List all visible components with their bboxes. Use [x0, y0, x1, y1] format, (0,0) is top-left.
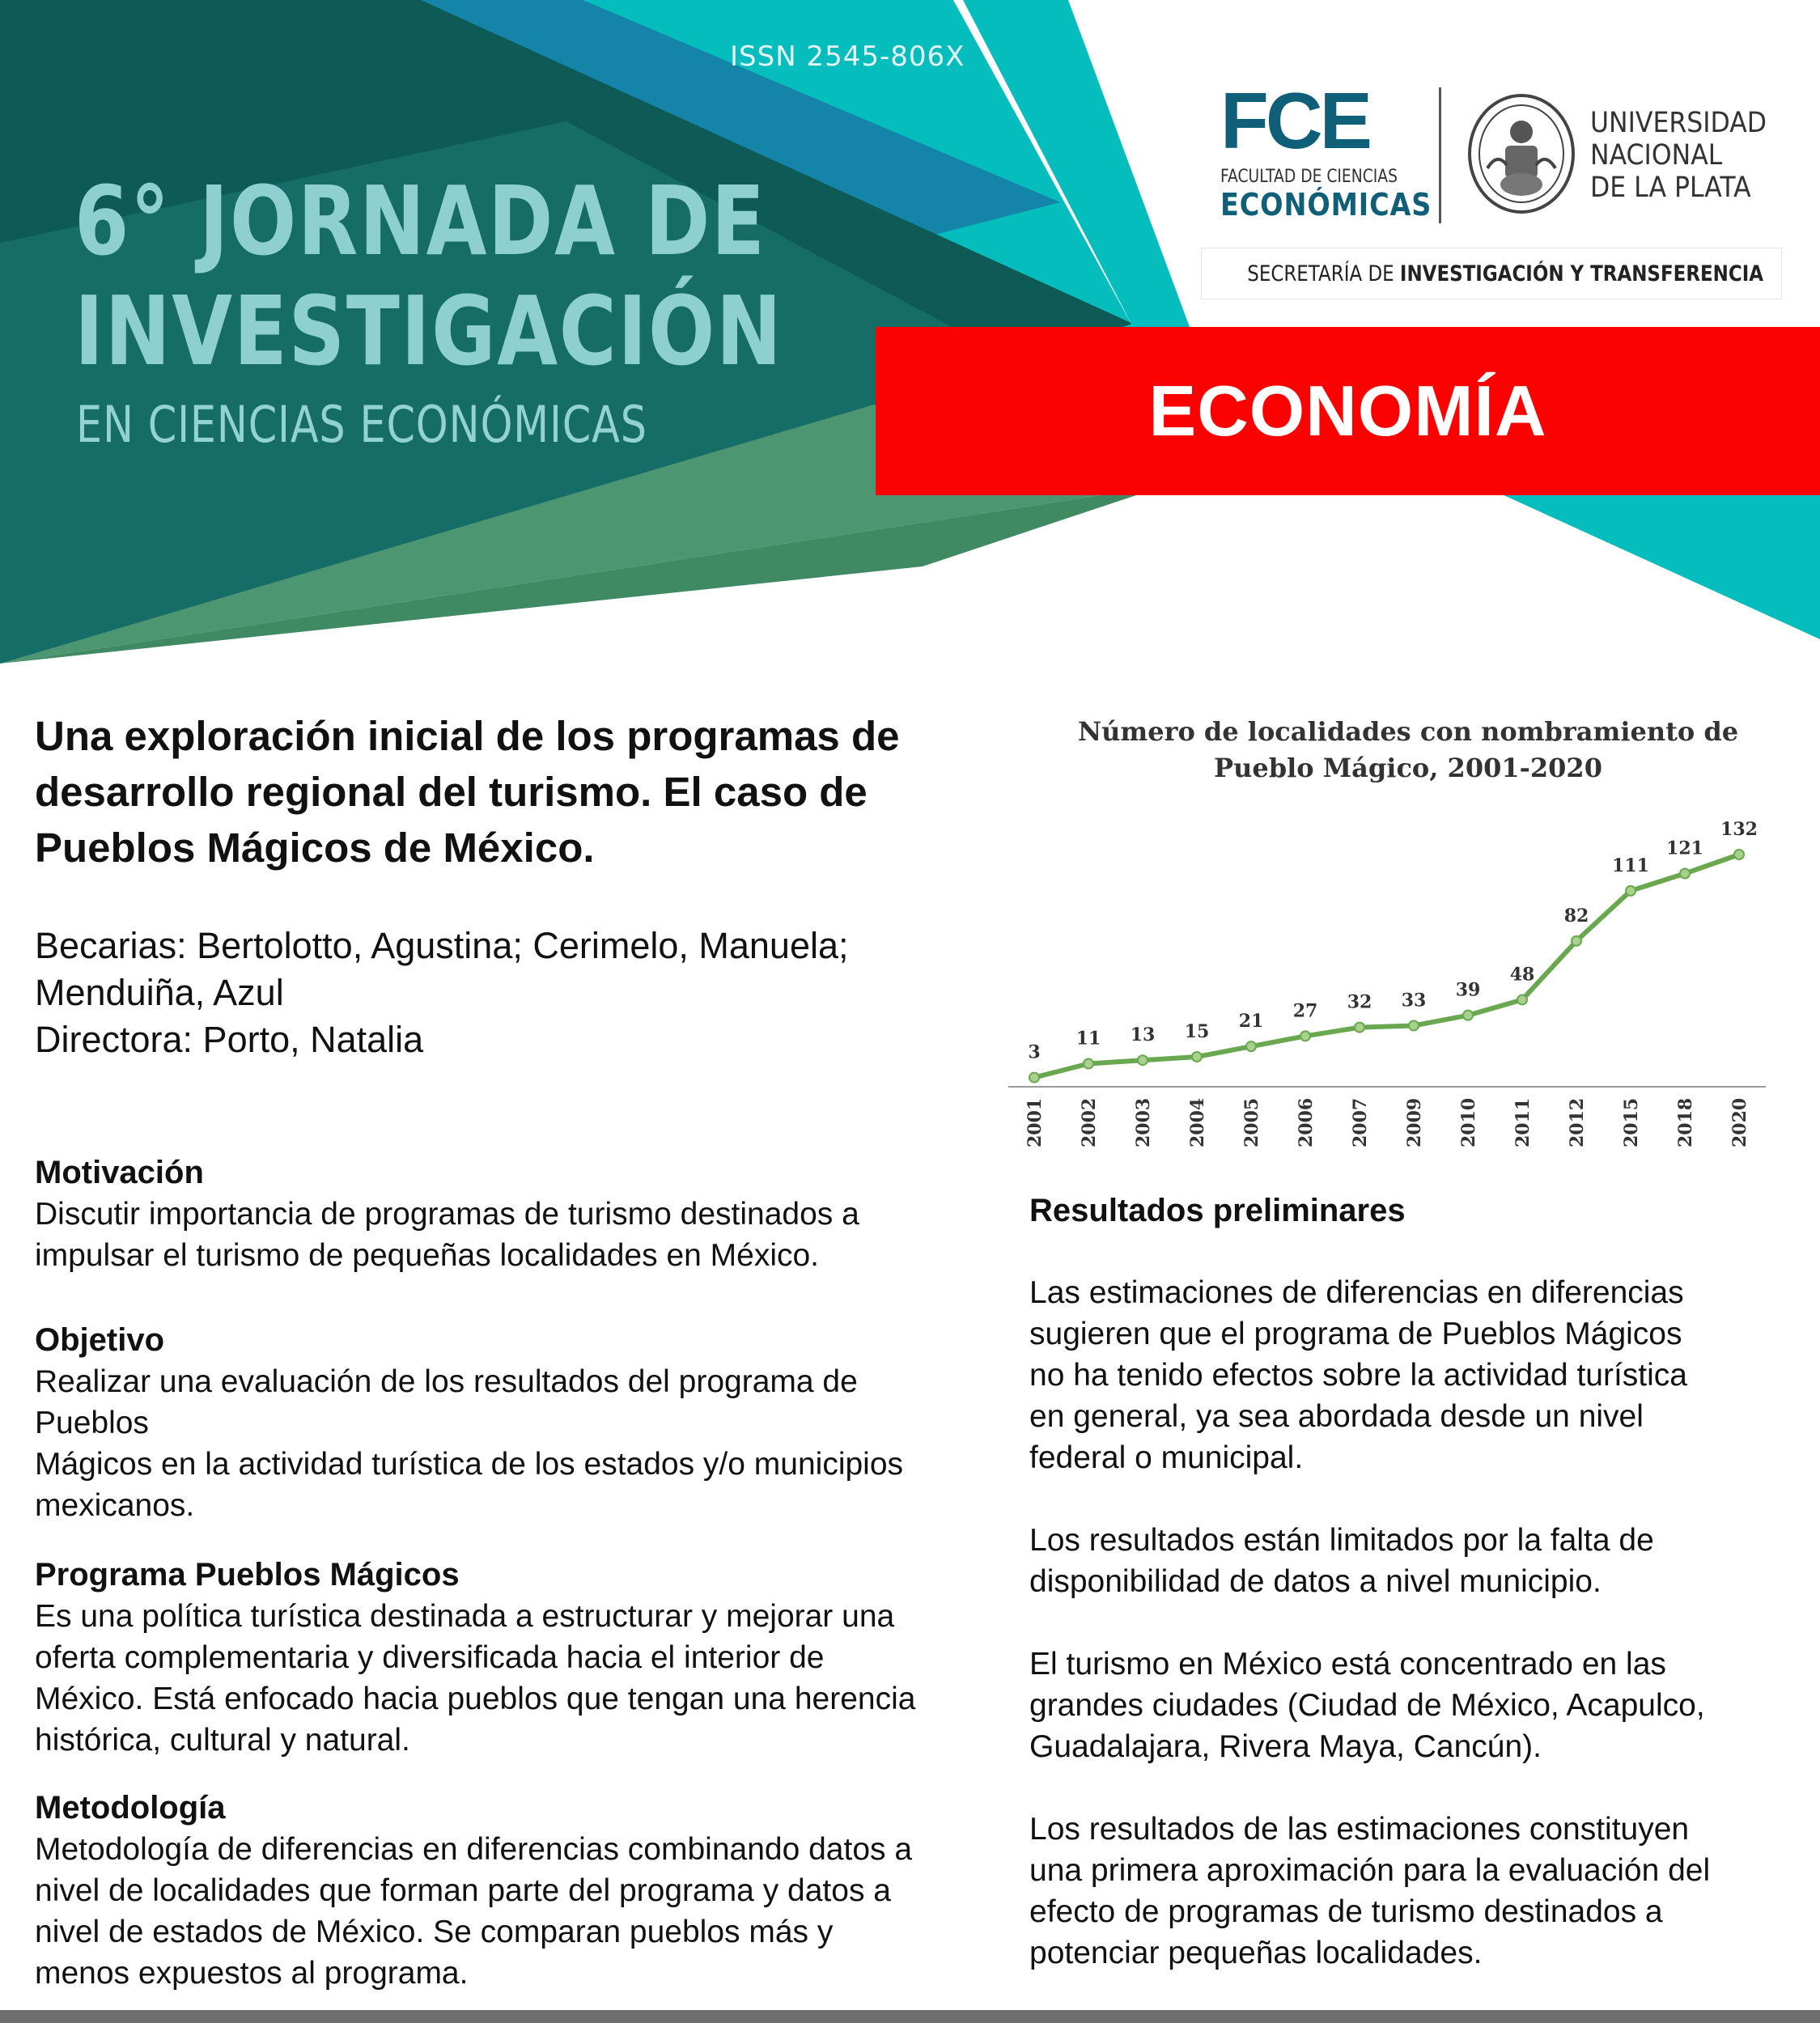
chart-data-label: 121 — [1666, 838, 1703, 859]
logo-divider — [1439, 87, 1441, 223]
chart-data-label: 15 — [1184, 1020, 1210, 1042]
chart-x-tick-label: 2004 — [1187, 1097, 1208, 1147]
authors-line1: Becarias: Bertolotto, Agustina; Cerimelo, Manuela; — [35, 925, 849, 966]
header-banner — [0, 0, 1820, 664]
chart-point — [1409, 1021, 1419, 1031]
resultados-paragraph-1: Las estimaciones de diferencias en diferencias sugieren que el programa de Pueblos Mágicos no ha tenido efectos sobre la actividad turística en general, ya sea abordada desde un nivel federal o municipal. — [1029, 1275, 1687, 1475]
secretaria-banner — [1201, 248, 1782, 299]
chart-point — [1626, 886, 1635, 896]
event-title — [74, 166, 783, 386]
secretaria-name: INVESTIGACIÓN Y TRANSFERENCIA — [1399, 261, 1764, 286]
unlp-name — [1590, 107, 1767, 204]
chart-x-tick-label: 2015 — [1621, 1097, 1642, 1147]
section-body: Discutir importancia de programas de turismo destinados a impulsar el turismo de pequeñas localidades en México. — [35, 1197, 859, 1273]
resultados-paragraph-3: El turismo en México está concentrado en las grandes ciudades (Ciudad de México, Acapulco, Guadalajara, Rivera Maya, Cancún). — [1029, 1647, 1705, 1764]
event-title-line1: 6° JORNADA DE — [74, 165, 766, 277]
chart-x-tick-label: 2002 — [1079, 1097, 1100, 1147]
pueblos-magicos-chart — [1003, 704, 1780, 1157]
fce-logo — [1220, 76, 1432, 227]
footer-bar — [0, 2010, 1820, 2023]
chart-point — [1734, 850, 1744, 859]
chart-data-label: 33 — [1401, 990, 1427, 1012]
section-heading: Programa Pueblos Mágicos — [35, 1557, 460, 1593]
area-banner — [876, 327, 1820, 495]
chart-x-tick-label: 2001 — [1025, 1097, 1046, 1147]
secretaria-prefix: SECRETARÍA DE — [1247, 261, 1400, 286]
chart-svg — [1003, 704, 1780, 1157]
section-heading: Metodología — [35, 1790, 226, 1826]
chart-x-tick-label: 2018 — [1675, 1097, 1696, 1147]
section-objetivo — [35, 1319, 1014, 1526]
paper-title: Una exploración inicial de los programas de desarrollo regional del turismo. El caso de Pueblos Mágicos de México. — [35, 713, 900, 871]
section-motivacion — [35, 1151, 1014, 1276]
chart-title-line2: Pueblo Mágico, 2001-2020 — [1214, 753, 1602, 783]
chart-x-tick-label: 2007 — [1350, 1097, 1371, 1147]
chart-data-label: 3 — [1028, 1041, 1041, 1063]
chart-data-label: 111 — [1612, 855, 1649, 876]
section-resultados — [1029, 1190, 1806, 2015]
section-heading: Motivación — [35, 1155, 204, 1190]
unlp-seal-icon — [1465, 87, 1578, 225]
chart-data-label: 27 — [1292, 1000, 1318, 1022]
chart-x-tick-label: 2009 — [1404, 1097, 1425, 1147]
chart-point — [1138, 1055, 1148, 1065]
unlp-name-line2: NACIONAL — [1590, 139, 1723, 172]
chart-x-tick-label: 2006 — [1296, 1097, 1317, 1147]
issn-label: ISSN 2545-806X — [730, 40, 965, 73]
section-body: Realizar una evaluación de los resultados del programa de Pueblos Mágicos en la actividad turística de los estados y/o municipios mexicanos. — [35, 1364, 904, 1523]
chart-x-tick-label: 2012 — [1567, 1097, 1588, 1147]
event-subtitle: EN CIENCIAS ECONÓMICAS — [76, 395, 647, 454]
section-heading: Resultados preliminares — [1029, 1193, 1406, 1228]
chart-title-line1: Número de localidades con nombramiento de — [1077, 716, 1739, 747]
chart-x-tick-label: 2011 — [1512, 1097, 1534, 1147]
unlp-name-line1: UNIVERSIDAD — [1590, 107, 1767, 139]
chart-point — [1463, 1011, 1473, 1020]
section-body: Metodología de diferencias en diferencias combinando datos a nivel de localidades que forman parte del programa y datos a nivel de estados de México. Se comparan pueblos más y menos expuestos al programa. — [35, 1832, 913, 1991]
chart-data-label: 32 — [1347, 991, 1372, 1013]
unlp-name-line3: DE LA PLATA — [1590, 172, 1751, 204]
chart-x-tick-label: 2003 — [1133, 1097, 1154, 1147]
authors-line2: Menduiña, Azul — [35, 972, 284, 1013]
chart-data-label: 39 — [1455, 979, 1481, 1001]
resultados-paragraph-2: Los resultados están limitados por la falta de disponibilidad de datos a nivel municipio. — [1029, 1523, 1654, 1599]
section-heading: Objetivo — [35, 1322, 165, 1358]
event-title-line2: INVESTIGACIÓN — [74, 275, 783, 387]
chart-x-tick-label: 2005 — [1241, 1097, 1262, 1147]
section-programa — [35, 1554, 1014, 1761]
chart-x-tick-label: 2010 — [1458, 1097, 1479, 1147]
chart-point — [1192, 1052, 1202, 1062]
resultados-paragraph-4: Los resultados de las estimaciones constituyen una primera aproximación para la evaluación del efecto de programas de turismo destinados a potenciar pequeñas localidades. — [1029, 1812, 1711, 1970]
section-body: Es una política turística destinada a estructurar y mejorar una oferta complementaria y diversificada hacia el interior de México. Está enfocado hacia pueblos que tengan una herencia histórica, cultural y natural. — [35, 1599, 916, 1758]
chart-point — [1029, 1073, 1039, 1083]
chart-point — [1572, 936, 1581, 946]
chart-data-label: 21 — [1238, 1011, 1264, 1033]
chart-data-label: 11 — [1075, 1028, 1101, 1050]
chart-point — [1084, 1059, 1093, 1069]
chart-data-label: 13 — [1130, 1024, 1156, 1046]
director-line: Directora: Porto, Natalia — [35, 1019, 424, 1060]
area-label: ECONOMÍA — [1148, 371, 1547, 451]
chart-data-label: 82 — [1563, 905, 1589, 927]
chart-data-label: 48 — [1509, 964, 1535, 986]
chart-data-label: 132 — [1720, 819, 1758, 840]
fce-logo-line1: FACULTAD DE CIENCIAS — [1220, 167, 1398, 187]
chart-point — [1680, 869, 1690, 879]
section-metodologia — [35, 1787, 1014, 1994]
chart-point — [1517, 995, 1527, 1004]
fce-logo-mark: FCE — [1220, 76, 1369, 165]
authors-block — [35, 922, 1006, 1063]
chart-point — [1355, 1023, 1364, 1033]
chart-point — [1246, 1041, 1256, 1051]
fce-logo-line2: ECONÓMICAS — [1220, 187, 1432, 223]
chart-x-tick-label: 2020 — [1729, 1097, 1750, 1147]
chart-point — [1300, 1031, 1310, 1041]
